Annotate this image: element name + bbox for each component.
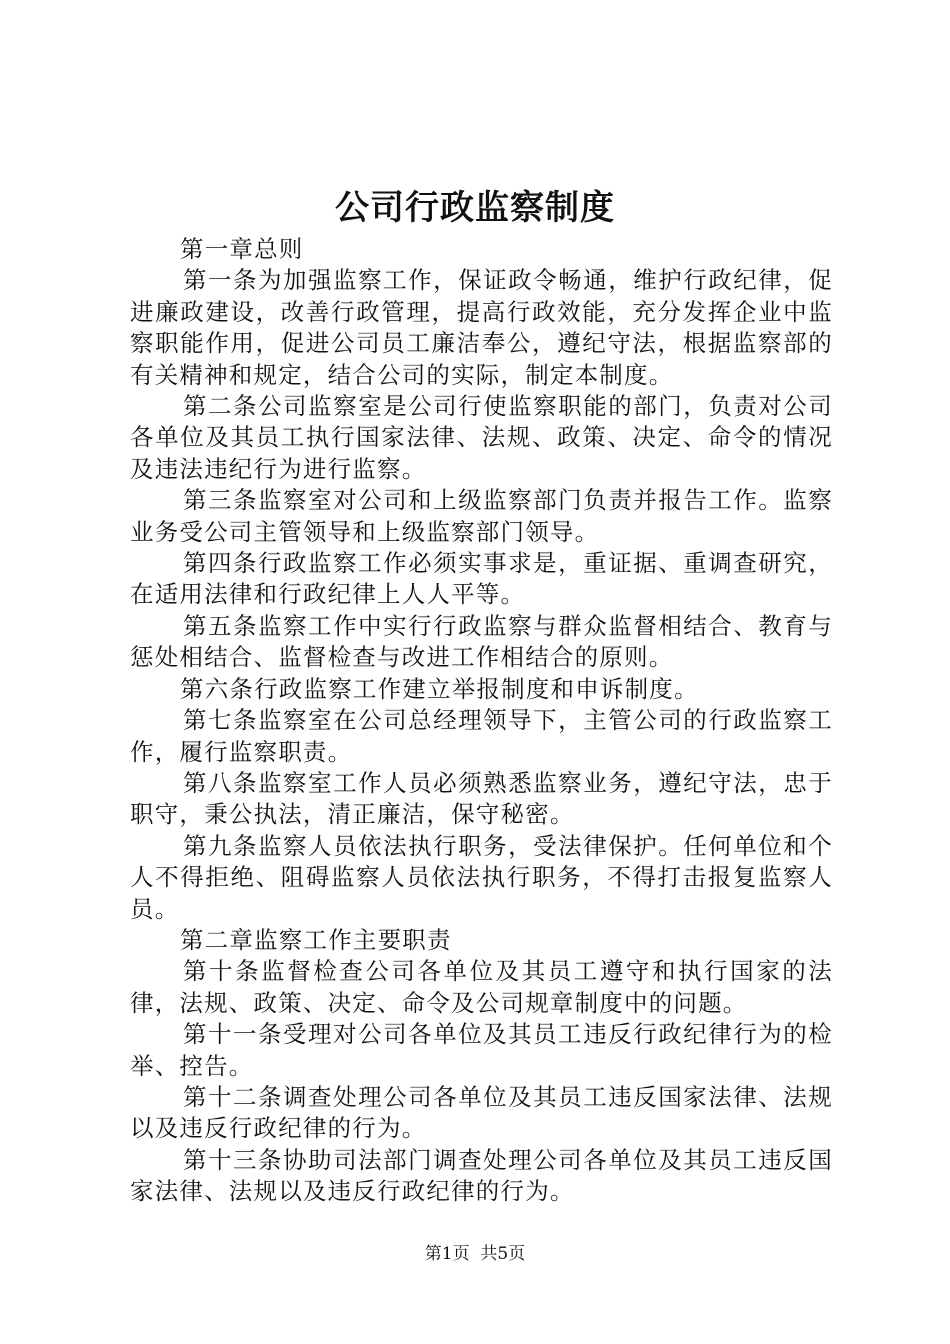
page-number-label: 第1页 共5页 <box>424 1244 526 1264</box>
document-body <box>130 234 833 1208</box>
chapter-heading: 第二章监察工作主要职责 <box>180 925 452 954</box>
chapter-heading: 第一章总则 <box>180 235 304 263</box>
article-paragraph: 第一条为加强监察工作，保证政令畅通，维护行政纪律，促进廉政建设，改善行政管理，提高行政效能，充分发挥企业中监察职能作用，促进公司员工廉洁奉公，遵纪守法，根据监察部的有关精神和规定，结合公司的实际，制定本制度。 <box>130 266 833 389</box>
article-paragraph: 第六条行政监察工作建立举报制度和申诉制度。 <box>180 674 699 703</box>
page-footer <box>0 1240 950 1268</box>
article-paragraph: 第三条监察室对公司和上级监察部门负责并报告工作。监察业务受公司主管领导和上级监察部门领导。 <box>130 486 833 546</box>
article-paragraph: 第十二条调查处理公司各单位及其员工违反国家法律、法规以及违反行政纪律的行为。 <box>130 1082 833 1143</box>
document-title: 公司行政监察制度 <box>335 188 615 228</box>
article-paragraph: 第五条监察工作中实行行政监察与群众监督相结合、教育与惩处相结合、监督检查与改进工作相结合的原则。 <box>130 611 833 672</box>
article-paragraph: 第十三条协助司法部门调查处理公司各单位及其员工违反国家法律、法规以及违反行政纪律的行为。 <box>130 1145 833 1206</box>
article-paragraph: 第十一条受理对公司各单位及其员工违反行政纪律行为的检举、控告。 <box>130 1020 833 1080</box>
article-paragraph: 第十条监督检查公司各单位及其员工遵守和执行国家的法律，法规、政策、决定、命令及公司规章制度中的问题。 <box>130 957 833 1017</box>
article-paragraph: 第四条行政监察工作必须实事求是，重证据、重调查研究，在适用法律和行政纪律上人人平等。 <box>130 549 833 609</box>
article-paragraph: 第八条监察室工作人员必须熟悉监察业务，遵纪守法，忠于职守，秉公执法，清正廉洁，保守秘密。 <box>130 768 833 829</box>
article-paragraph: 第九条监察人员依法执行职务，受法律保护。任何单位和个人不得拒绝、阻碍监察人员依法执行职务，不得打击报复监察人员。 <box>130 831 833 923</box>
article-paragraph: 第七条监察室在公司总经理领导下，主管公司的行政监察工作，履行监察职责。 <box>130 706 833 766</box>
article-paragraph: 第二条公司监察室是公司行使监察职能的部门，负责对公司各单位及其员工执行国家法律、法规、政策、决定、命令的情况及违法违纪行为进行监察。 <box>130 392 833 483</box>
